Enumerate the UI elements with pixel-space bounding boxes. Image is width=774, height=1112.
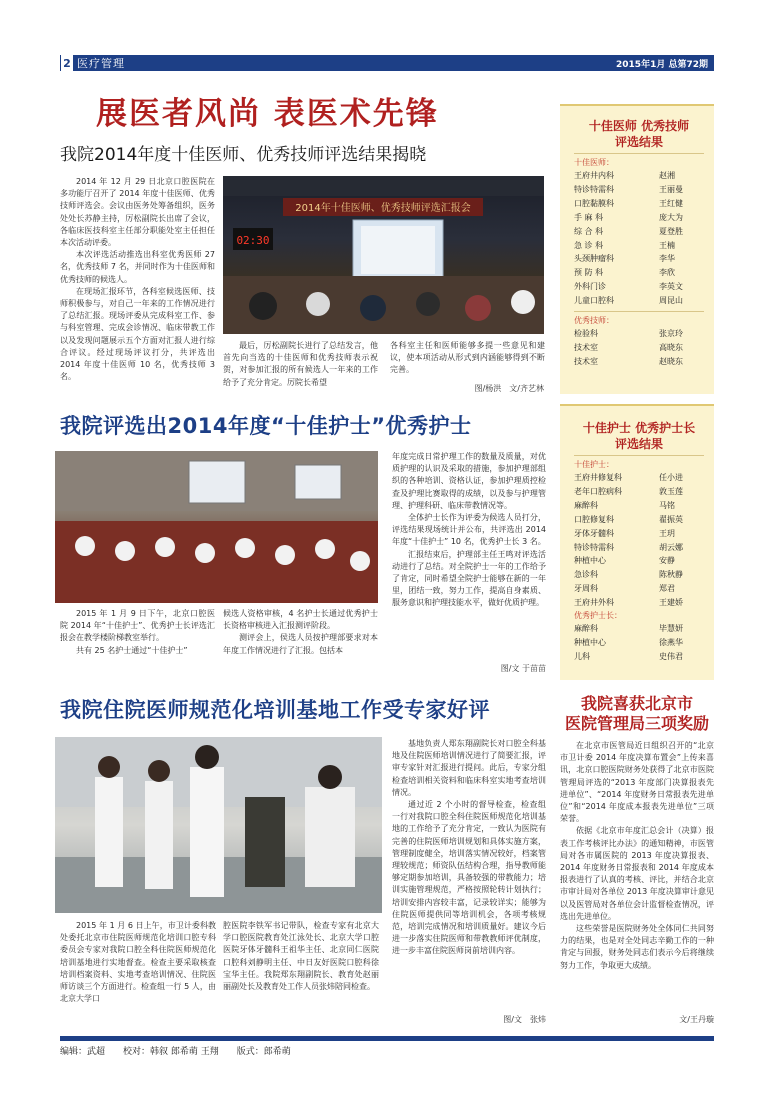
list-item: 儿童口腔科 周昆山 (574, 296, 683, 306)
list-item: 王府井修复科 任小进 (574, 473, 683, 482)
list-item: 王府井内科 赵湘 (574, 171, 675, 180)
photo-clock-text: 02:30 (236, 234, 270, 247)
issue-info: 2015年1月 总第72期 (616, 59, 708, 70)
sidebar1-title-line1: 十佳医师 优秀技师 (588, 119, 690, 133)
footer-bar (60, 1036, 714, 1041)
list-item: 王府井外科 王建娇 (574, 598, 683, 608)
article2-photo (55, 451, 378, 603)
article3-para: 腔医院李铁军书记带队，检查专家有北京大学口腔医院教育处江泳处长、北京大学口腔医院牙体牙髓科王祖华主任、北京同仁医院口腔科刘静明主任、中日友好医院口腔科徐宝华主任。我院郑东翔副院长、教育处赵丽丽副处长及教育处工作人员张炜陪同检查。 (223, 921, 379, 992)
sidebar2-title-line1: 十佳护士 优秀护士长 (582, 421, 696, 435)
article4-para: 这些荣誉是医院财务处全体同仁共同努力的结果，也是对全处同志辛勤工作的一种肯定与回报，财务处同志们表示今后将继续努力工作，争取更大成绩。 (560, 924, 714, 970)
article1-para: 在现场汇报环节，各科室候选医师、技师积极参与，对自己一年来的工作情况进行了总结汇报。现场评委从完成科室工作、参与科室管理、完成会诊情况、临床带教工作以及发现问题展示五个方面对汇报人进行综合评议。经过现场评议打分，共评选出 2014 年度十佳医师 10 名，优秀技师 3 名。 (60, 286, 215, 382)
list-item: 技术室 赵晓东 (574, 356, 683, 366)
page-number: 2 (61, 55, 73, 71)
article1-subtitle: 我院2014年度十佳医师、优秀技师评选结果揭晓 (60, 145, 427, 165)
sidebar-doctors-results (560, 104, 714, 394)
article1-photo (223, 176, 544, 334)
article2-para: 候选人资格审核，4 名护士长通过优秀护士长资格审核进入汇报测评阶段。 (223, 609, 378, 631)
article3-col2 (223, 920, 379, 1020)
list-item: 口腔修复科 翟振英 (574, 514, 683, 524)
article3-photo (55, 737, 382, 913)
article1-credit: 图/杨洪 文/齐艺林 (474, 384, 544, 393)
list-item: 手 麻 科 庞大为 (574, 212, 683, 222)
section-name: 医疗管理 (77, 57, 125, 70)
article1-para: 本次评选活动推选出科室优秀医师 27 名，优秀技师 7 名，并同时作为十佳医师和优秀技师的候选人。 (60, 250, 215, 284)
article2-credit: 图/文 于苗苗 (500, 664, 546, 673)
list-item: 头颈肿瘤科 李华 (574, 254, 675, 264)
article3-para: 通过近 2 个小时的督导检查，检查组一行对我院口腔全科住院医师规范化培训基地的工作给予了充分肯定，一致认为医院有完善的住院医师培训规划和具体实施方案，管理制度健全，培训落实情况较好，档案管理较规范；师资队伍结构合理，指导教师能够定期参加培训，具备较强的带教能力；培训实施管理规范，严格按照轮转计划执行；培训安排内容较丰富，记录较详实；能够为住院医师提供同等培训机会，各项考核规范，培训完成情况和培训质量好。建议今后进一步落实住院医师和带教教师评优制度，进一步丰富住院医师岗前培训内容。 (392, 800, 546, 956)
list-item: 急 诊 科 王楠 (574, 240, 675, 250)
article3-col3 (392, 738, 546, 1014)
article4-title-line1: 我院喜获北京市 (580, 694, 693, 713)
footer-credits: 编辑：武超 校对：韩叙 郎希萌 王翔 版式：郎希萌 (60, 1047, 291, 1057)
list-item: 种植中心 安静 (574, 556, 675, 566)
nurse-meeting-illustration (55, 451, 378, 603)
doctor-list (574, 169, 704, 308)
article1-para: 2014 年 12 月 29 日北京口腔医院在多功能厅召开了 2014 年度十佳医师、优秀技师评选会。会议由医务处筹备组织，医务处处长苏静主持，厉松副院长出席了会议，各临床医技科室主任部分职能处室主任担任本次活动评委。 (60, 177, 215, 248)
list-item: 口腔黏膜科 王红健 (574, 198, 683, 208)
article2-col3 (392, 451, 546, 661)
photo-banner-text: 2014年十佳医师、优秀技师评选汇报会 (295, 203, 471, 214)
article4-title (560, 694, 714, 734)
list-item: 综 合 科 夏登胜 (574, 226, 683, 236)
list-item: 儿科 史伟君 (574, 651, 683, 661)
article1-col2 (223, 340, 378, 388)
sidebar1-category-doctors: 十佳医师： (574, 158, 614, 167)
article2-col2 (223, 608, 378, 668)
nurse-list (574, 471, 704, 610)
article3-col1 (60, 920, 216, 1020)
inspection-photo-illustration (55, 737, 382, 913)
list-item: 外科门诊 李英文 (574, 282, 683, 292)
list-item: 老年口腔病科 敦玉莲 (574, 486, 683, 496)
sidebar-nurses-results (560, 404, 714, 680)
sidebar2-category-nurses: 十佳护士： (574, 460, 614, 469)
article3-para: 2015 年 1 月 6 日上午，市卫计委科教处委托北京市住院医师规范化培训口腔专科委员会专家对我院口腔全科住院医师规范化培训基地进行实地督查。检查主要采取核查培训档案资料、实地考查培训情况、住院医师访谈三个方面进行。检查组一行 5 人，由北京大学口 (60, 921, 216, 1004)
article3-title: 我院住院医师规范化培训基地工作受专家好评 (60, 698, 490, 722)
article2-title: 我院评选出2014年度“十佳护士”优秀护士 (60, 414, 472, 438)
article2-para: 汇报结束后，护理部主任王鸣对评选活动进行了总结。对全院护士一年的工作给予了肯定，同时希望全院护士能够在新的一年里，团结一致，努力工作，提高自身素质、服务意识和护理技能水平，做好优质护理。 (392, 549, 546, 608)
list-item: 急诊科 陈秋静 (574, 570, 683, 580)
article2-para: 年度完成日常护理工作的数量及质量，对优质护理的认识及采取的措施，参加护理部组织的各种培训、资格认证，参加护理质控检查及护理比赛取得的成绩，以及参与护理管理、护理科研、临床带教情况等。 (392, 452, 546, 510)
article2-para: 全体护士长作为评委为候选人员打分，评选结果现场统计并公布，共评选出 2014 年度“十佳护士” 10 名，优秀护士长 3 名。 (392, 513, 546, 547)
list-item: 牙周科 郑君 (574, 584, 675, 594)
list-item: 技术室 高晓东 (574, 342, 683, 352)
article2-para: 共有 25 名护士通过“十佳护士” (76, 645, 188, 655)
meeting-photo-illustration (223, 176, 544, 334)
list-item: 麻醉科 马铭 (574, 500, 675, 510)
article1-col3 (390, 340, 545, 380)
header-bar (60, 55, 714, 71)
list-item: 牙体牙髓科 王玥 (574, 528, 675, 538)
sidebar1-category-techs: 优秀技师： (574, 316, 614, 326)
list-item: 预 防 科 李欣 (574, 268, 675, 278)
article3-para: 基地负责人郑东翔副院长对口腔全科基地及住院医师培训情况进行了简要汇报，评审专家针对汇报进行提问。此后，专家分组检查培训相关资料和临床科室实地考查培训情况。 (392, 739, 546, 797)
list-item: 特诊特需科 胡云娜 (574, 542, 683, 552)
article1-para: 最后，厉松副院长进行了总结发言，他首先向当选的十佳医师和优秀技师表示祝贺，对参加汇报的所有候选人一年来的工作给予了充分肯定。厉院长希望 (223, 341, 378, 387)
article3-credit: 图/文 张炜 (503, 1015, 546, 1024)
article1-title: 展医者风尚 表医术先锋 (96, 96, 439, 132)
article2-col1 (60, 608, 215, 668)
list-item: 种植中心 徐燕华 (574, 637, 683, 647)
article2-para: 2015 年 1 月 9 日下午，北京口腔医院 2014 年“十佳护士”、优秀护士长评选汇报会在教学楼阶梯教室举行。 (60, 609, 215, 643)
tech-list (574, 327, 704, 369)
article4-body (560, 740, 714, 1010)
article4-title-line2: 医院管理局三项奖励 (564, 714, 709, 733)
list-item: 麻醉科 毕慧妍 (574, 624, 683, 634)
article2-para: 测评会上，侯选人员按护理部要求对本年度工作情况进行了汇报。包括本 (223, 633, 378, 655)
list-item: 特诊特需科 王丽曼 (574, 184, 683, 194)
article1-para: 各科室主任和医师能够多提一些意见和建议，使本项活动从形式到内涵能够得到不断完善。 (390, 341, 545, 375)
article4-para: 依据《北京市年度汇总会计（决算）报表工作考核评比办法》的通知精神，市医管局对各市属医院的 2013 年度决算报表、2014 年度财务日常报表和 2014 年度成本报表进行了认真的考核、评比，并结合北京市审计局对各单位 2013 年度决算审计意见以及医管局对各单位会计监督检查情况，评选出先进单位。 (560, 826, 714, 921)
article4-para: 在北京市医管局近日组织召开的“北京市卫计委 2014 年度决算布置会”上传来喜讯，北京口腔医院财务处获得了北京市医院管理局评选的“2013 年度部门决算报表先进单位”、“2014 年度财务日常报表先进单位”和“2014 年度成本报表先进单位”三项荣誉。 (560, 741, 714, 824)
sidebar2-title-line2: 评选结果 (614, 437, 663, 451)
article1-col1 (60, 176, 215, 396)
sidebar2-category-heads: 优秀护士长： (574, 611, 622, 621)
sidebar1-title-line2: 评选结果 (614, 135, 663, 149)
head-nurse-list (574, 622, 704, 664)
list-item: 检验科 张京玲 (574, 329, 683, 339)
article4-credit: 文/王丹璇 (679, 1015, 714, 1024)
